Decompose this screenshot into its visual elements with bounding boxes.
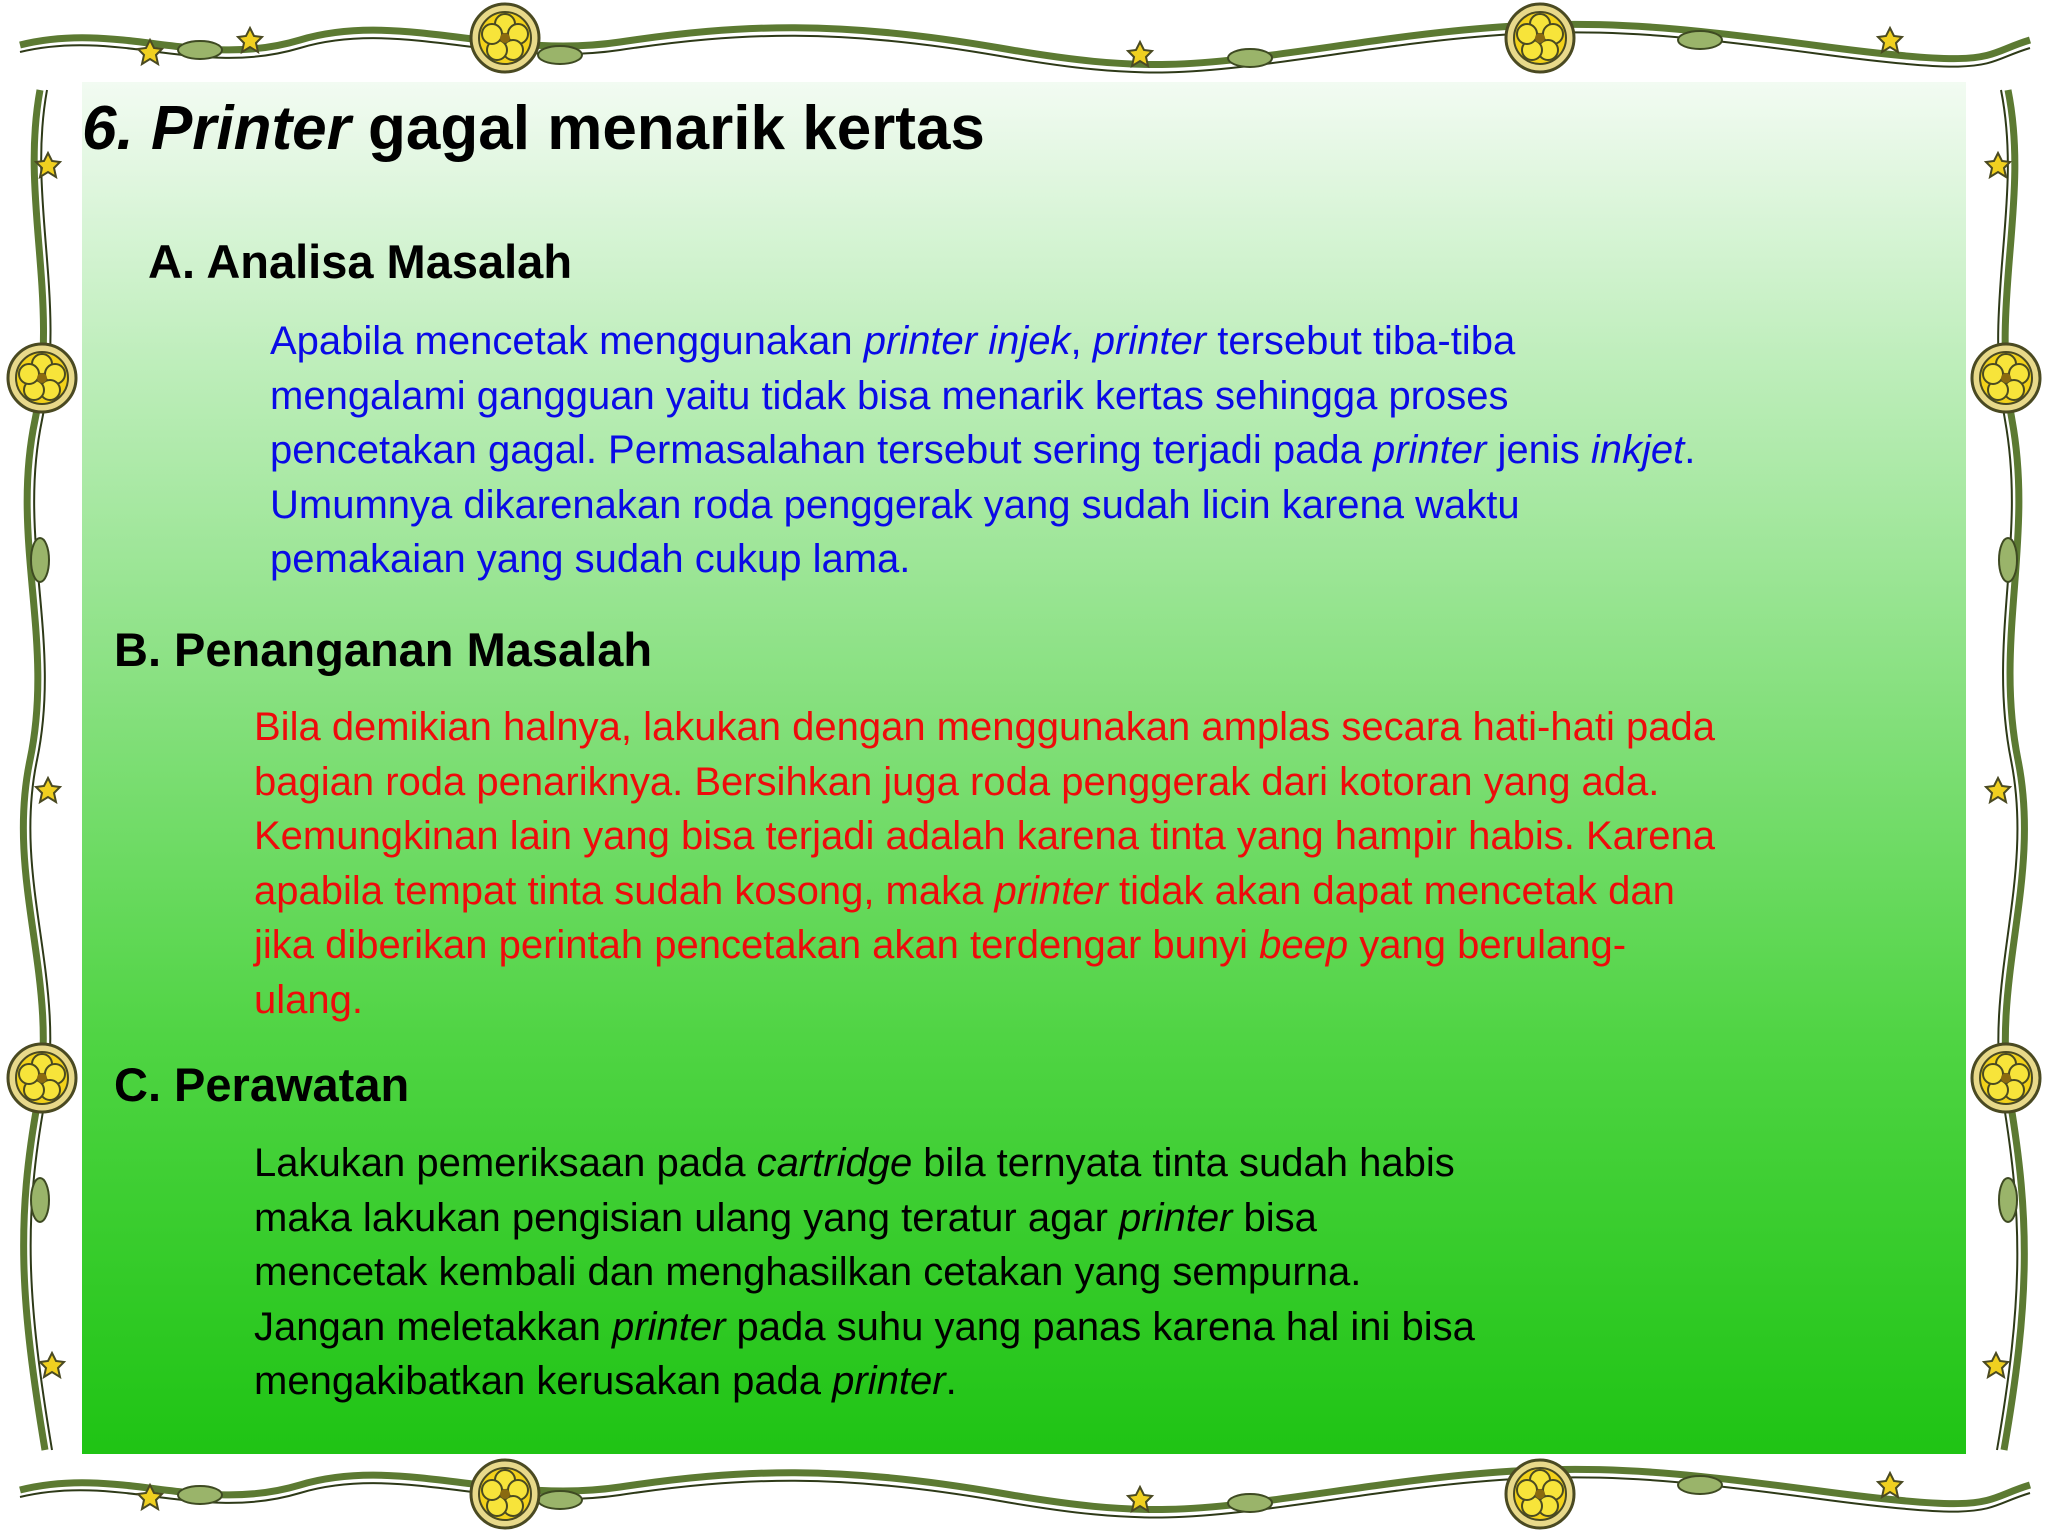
text-run: Apabila mencetak menggunakan — [270, 319, 864, 363]
text-run: tersebut tiba-tiba — [1206, 319, 1516, 363]
paragraph-line — [270, 478, 1695, 533]
paragraph-line — [270, 423, 1695, 478]
paragraph-line — [254, 1245, 1475, 1300]
paragraph-line — [254, 755, 1715, 810]
heading-perawatan: C. Perawatan — [114, 1058, 410, 1111]
heading-analisa-masalah: A. Analisa Masalah — [148, 235, 573, 288]
text-run: Bila demikian halnya, lakukan dengan menggunakan amplas secara hati-hati pada — [254, 705, 1715, 749]
italic-term: printer — [612, 1304, 726, 1349]
text-run: bila ternyata tinta sudah habis — [912, 1141, 1455, 1185]
italic-term: inkjet — [1590, 428, 1685, 472]
text-run: bagian roda penariknya. Bersihkan juga roda penggerak dari kotoran yang ada. — [254, 759, 1660, 804]
paragraph-line — [254, 1300, 1475, 1355]
paragraph-penanganan-masalah — [254, 700, 1715, 1027]
text-run: Lakukan pemeriksaan pada — [254, 1141, 757, 1185]
title-rest: gagal menarik kertas — [368, 94, 985, 163]
text-run: . — [1684, 428, 1696, 472]
text-run: Jangan meletakkan — [254, 1304, 613, 1349]
text-run: jika diberikan perintah pencetakan akan terdengar bunyi — [254, 923, 1260, 967]
text-run: ulang. — [254, 977, 363, 1022]
paragraph-line — [270, 314, 1695, 369]
text-run: pada suhu yang panas karena hal ini bisa — [725, 1304, 1475, 1349]
text-run: mengakibatkan kerusakan pada — [254, 1359, 833, 1403]
heading-penanganan-masalah: B. Penanganan Masalah — [114, 623, 653, 676]
paragraph-line — [254, 700, 1715, 755]
text-run: tidak akan dapat mencetak dan — [1107, 868, 1675, 913]
text-run: , — [1070, 319, 1093, 363]
paragraph-perawatan — [254, 1136, 1475, 1409]
italic-term: cartridge — [756, 1141, 913, 1185]
italic-term: printer — [1092, 319, 1207, 363]
paragraph-line — [254, 864, 1715, 919]
text-run: maka lakukan pengisian ulang yang teratur agar — [254, 1195, 1119, 1240]
title-italic-word: Printer — [150, 94, 351, 163]
text-run: apabila tempat tinta sudah kosong, maka — [254, 868, 995, 913]
text-run: jenis — [1486, 428, 1591, 472]
text-run: mengalami gangguan yaitu tidak bisa menarik kertas sehingga proses — [270, 373, 1509, 418]
text-run: mencetak kembali dan menghasilkan cetakan yang sempurna. — [254, 1250, 1362, 1294]
italic-term: beep — [1259, 923, 1349, 967]
paragraph-line — [254, 918, 1715, 973]
text-run: Umumnya dikarenakan roda penggerak yang sudah licin karena waktu — [270, 482, 1520, 527]
paragraph-line — [254, 1354, 1475, 1409]
slide-title — [82, 92, 985, 166]
text-run: pencetakan gagal. Permasalahan tersebut sering terjadi pada — [270, 428, 1373, 472]
title-number: 6. — [82, 94, 134, 163]
text-run: yang berulang- — [1348, 923, 1627, 967]
italic-term: printer — [994, 868, 1108, 913]
paragraph-line — [254, 809, 1715, 864]
paragraph-line — [254, 1136, 1475, 1191]
italic-term: printer — [1119, 1195, 1233, 1240]
text-run: bisa — [1232, 1195, 1317, 1240]
paragraph-analisa-masalah — [270, 314, 1695, 587]
italic-term: printer injek — [863, 319, 1071, 363]
text-run: . — [945, 1359, 957, 1403]
paragraph-line — [254, 973, 1715, 1028]
text-run: pemakaian yang sudah cukup lama. — [270, 537, 911, 581]
text-run: Kemungkinan lain yang bisa terjadi adalah karena tinta yang hampir habis. Karena — [254, 814, 1715, 858]
italic-term: printer — [1372, 428, 1487, 472]
paragraph-line — [270, 369, 1695, 424]
italic-term: printer — [832, 1359, 946, 1403]
paragraph-line — [254, 1191, 1475, 1246]
paragraph-line — [270, 532, 1695, 587]
